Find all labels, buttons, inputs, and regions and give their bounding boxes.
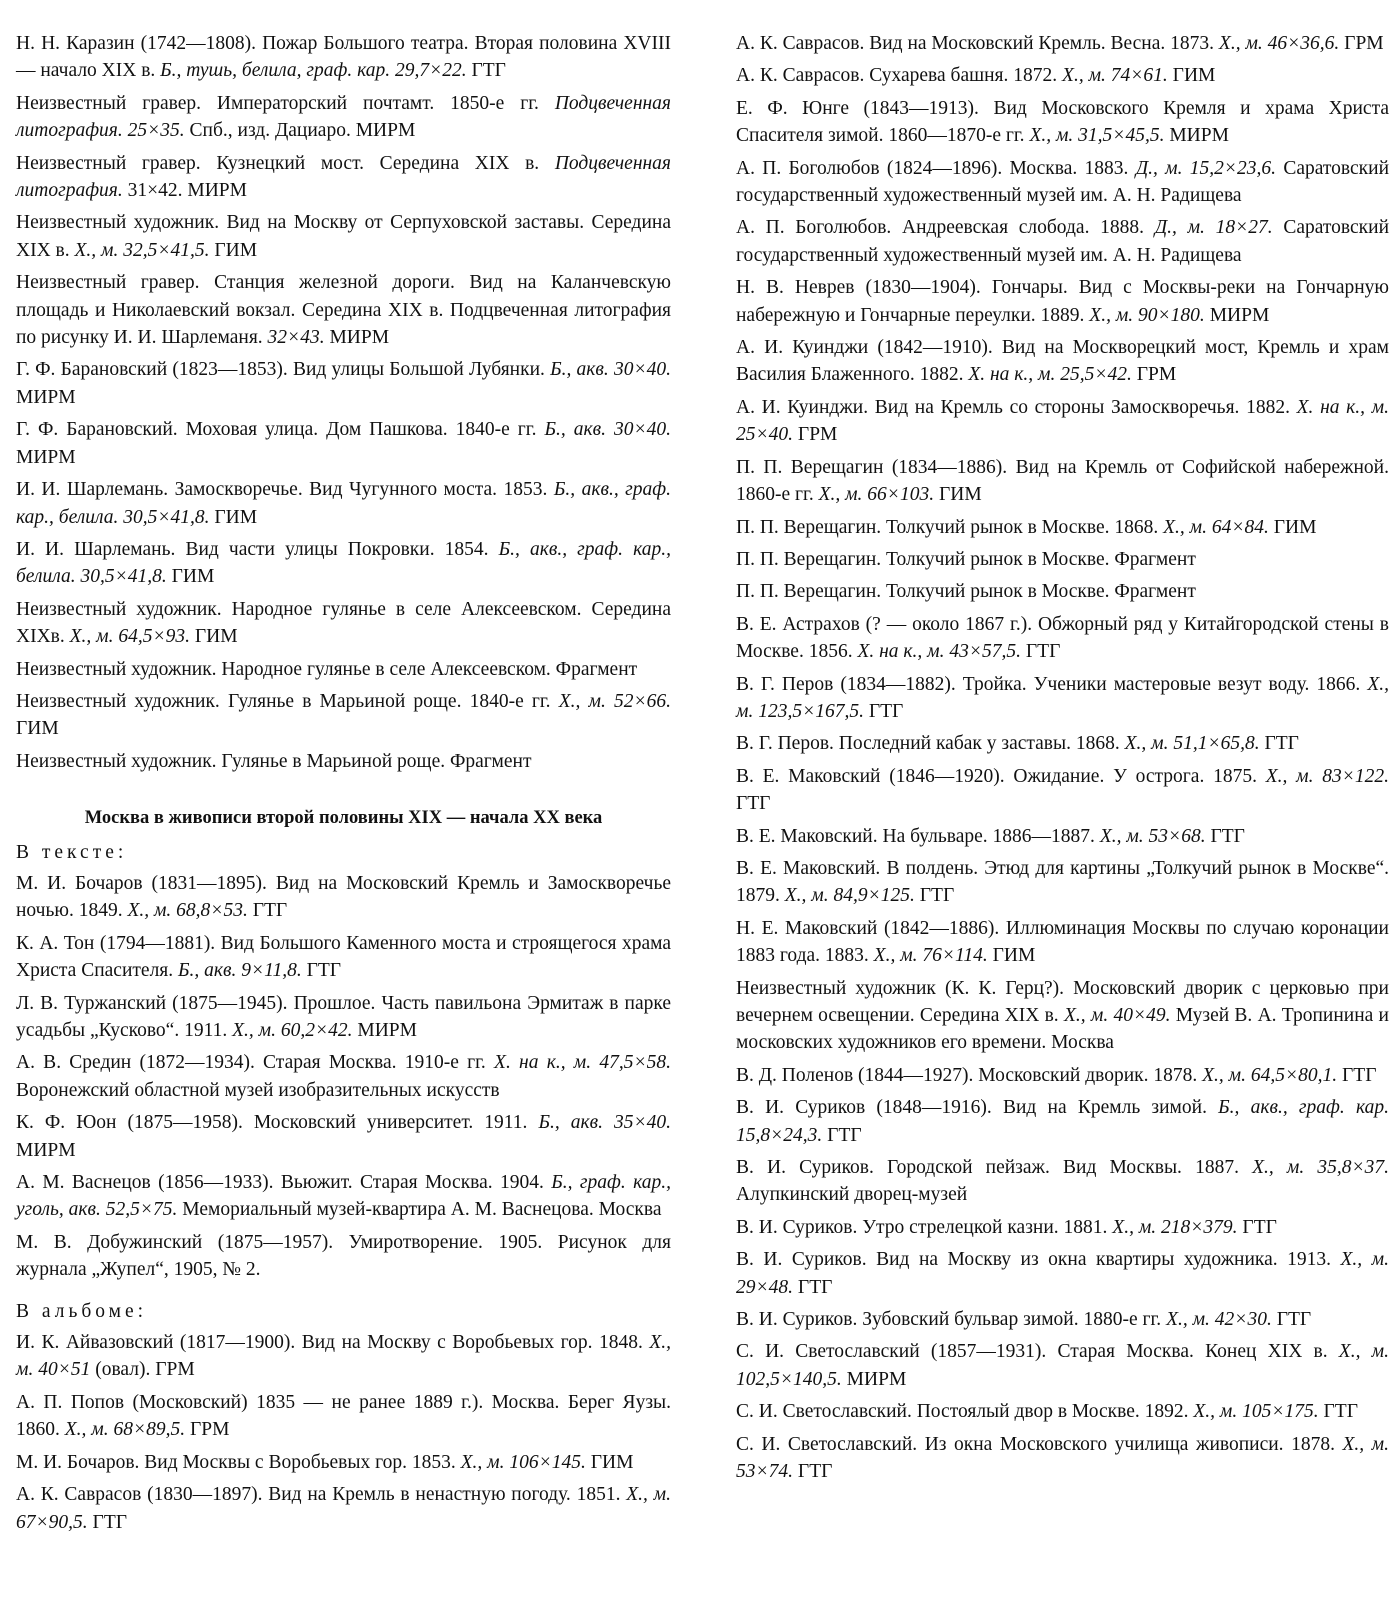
catalog-entry (736, 214, 1389, 269)
entry-text: А. П. Боголюбов (1824—1896). Москва. 1883. (736, 157, 1136, 179)
catalog-entry (736, 62, 1389, 89)
entry-location: 31×42. МИРМ (122, 180, 247, 202)
entry-medium-size: Х., м. 52×66. (558, 690, 672, 712)
entry-location: ГИМ (934, 484, 982, 506)
entry-text: Неизвестный художник. Народное гулянье в селе Алексеевском. Середина XIXв. (16, 598, 671, 648)
entry-text: К. А. Тон (1794—1881). Вид Большого Каменного моста и строящегося храма Христа Спасителя. (16, 932, 671, 982)
entry-text: Неизвестный художник. Народное гулянье в селе Алексеевском. Фрагмент (16, 658, 638, 680)
entry-location: Воронежский областной музей изобразительных искусств (16, 1079, 500, 1101)
entry-text: В. И. Суриков. Вид на Москву из окна квартиры художника. 1913. (736, 1249, 1341, 1271)
entry-text: В. И. Суриков. Зубовский бульвар зимой. 1880-е гг. (736, 1309, 1167, 1331)
entry-location: ГТГ (793, 1461, 833, 1483)
catalog-entry (736, 30, 1389, 57)
entries-before-heading (16, 30, 671, 775)
catalog-entry (736, 1338, 1389, 1393)
entry-medium-size: Х., м. 32,5×41,5. (74, 239, 210, 261)
entry-medium-size: Х., м. 60,2×42. (232, 1020, 353, 1041)
catalog-entry (16, 209, 671, 264)
entry-location: ГТГ (1271, 1309, 1312, 1331)
entry-medium-size: Б., акв. 30×40. (550, 359, 671, 381)
catalog-entry (736, 611, 1389, 666)
entry-medium-size: Подцвеченная литография. 25×35. (16, 92, 671, 142)
entry-text: Л. В. Туржанский (1875—1945). Прошлое. Часть павильона Эрмитаж в парке усадьбы „Кусково“. 1911. (16, 992, 671, 1041)
catalog-entry (16, 656, 671, 683)
catalog-entry (16, 1389, 671, 1444)
catalog-entry (16, 930, 671, 985)
entry-location: ГТГ (87, 1511, 128, 1533)
entry-location: ГТГ (863, 700, 904, 722)
catalog-entry (736, 1398, 1389, 1425)
entry-location: Алупкинский дворец-музей (736, 1184, 968, 1206)
entry-text: М. И. Бочаров (1831—1895). Вид на Московский Кремль и Замоскворечье ночью. 1849. (16, 872, 671, 922)
entry-location: ГТГ (1237, 1216, 1277, 1238)
entry-text: В. Г. Перов (1834—1882). Тройка. Ученики мастеровые везут воду. 1866. (736, 673, 1368, 695)
entry-medium-size: Б., тушь, белила, граф. кар. 29,7×22. (160, 60, 467, 82)
entry-location: ГИМ (16, 718, 59, 740)
entry-location: ГТГ (466, 60, 506, 82)
entry-medium-size: Б., акв. 35×40. (538, 1112, 671, 1134)
entry-location: ГИМ (585, 1451, 634, 1473)
entry-location: ГИМ (987, 945, 1036, 967)
entry-text: В. Е. Маковский (1846—1920). Ожидание. У острога. 1875. (736, 765, 1266, 787)
entry-text: Неизвестный художник. Гулянье в Марьиной роще. 1840-е гг. (16, 690, 559, 712)
entry-medium-size: Х., м. 218×379. (1112, 1216, 1238, 1238)
catalog-entry (16, 416, 671, 471)
entry-location: ГТГ (736, 793, 771, 815)
entry-text: А. К. Саврасов. Сухарева башня. 1872. (736, 65, 1063, 87)
entry-medium-size: Х., м. 123,5×167,5. (736, 673, 1389, 722)
catalog-entry (16, 30, 671, 85)
entry-location: Спб., изд. Дациаро. МИРМ (184, 120, 416, 142)
entry-medium-size: Х., м. 64,5×93. (69, 626, 191, 648)
entry-text: П. П. Верещагин. Толкучий рынок в Москве. Фрагмент (736, 548, 1196, 570)
entry-location: Саратовский государственный художественный музей им. А. Н. Радищева (736, 157, 1390, 207)
catalog-entry (736, 1246, 1389, 1301)
entry-location: ГРМ (1339, 33, 1384, 54)
entry-medium-size: Х., м. 42×30. (1166, 1309, 1272, 1331)
catalog-entry (736, 671, 1389, 726)
entry-text: В. Е. Маковский. На бульваре. 1886—1887. (736, 825, 1100, 847)
entry-medium-size: Х., м. 51,1×65,8. (1124, 733, 1260, 755)
entry-medium-size: Х., м. 68×89,5. (64, 1419, 186, 1441)
entry-medium-size: Х. на к., м. 25,5×42. (968, 364, 1132, 386)
catalog-entry (736, 546, 1389, 573)
entry-medium-size: Б., акв., граф. кар. 15,8×24,3. (736, 1097, 1389, 1146)
catalog-entry (736, 514, 1389, 541)
catalog-entry (736, 915, 1389, 970)
catalog-entry (736, 763, 1389, 818)
entry-text: С. И. Светославский (1857—1931). Старая Москва. Конец XIX в. (736, 1341, 1339, 1363)
catalog-entry (16, 1049, 671, 1104)
entry-medium-size: Х. на к., м. 47,5×58. (494, 1052, 671, 1074)
entry-location: МИРМ (324, 327, 390, 349)
entry-text: А. М. Васнецов (1856—1933). Вьюжит. Старая Москва. 1904. (16, 1172, 552, 1194)
entry-medium-size: Х., м. 90×180. (1089, 304, 1205, 326)
entry-text: Г. Ф. Барановский (1823—1853). Вид улицы Большой Лубянки. (16, 359, 551, 381)
entry-location: МИРМ (16, 386, 76, 408)
catalog-entry (736, 823, 1389, 850)
entry-medium-size: Х., м. 102,5×140,5. (736, 1341, 1389, 1390)
entry-text: Г. Ф. Барановский. Моховая улица. Дом Пашкова. 1840-е гг. (16, 419, 545, 441)
entry-medium-size: Х., м. 46×36,6. (1218, 33, 1340, 54)
entry-location: ГИМ (209, 239, 258, 261)
entry-medium-size: Х., м. 64,5×80,1. (1202, 1064, 1338, 1086)
catalog-entry (736, 1062, 1389, 1089)
catalog-entry (736, 1431, 1389, 1486)
entry-medium-size: Х. на к., м. 25×40. (736, 396, 1390, 446)
catalog-entry (736, 578, 1389, 605)
catalog-entry (736, 1154, 1389, 1209)
entry-medium-size: Б., акв., граф. кар., белила. 30,5×41,8. (16, 479, 671, 528)
entry-text: А. П. Боголюбов. Андреевская слобода. 1888. (736, 217, 1155, 239)
entry-medium-size: 32×43. (267, 327, 325, 349)
entry-medium-size: Х., м. 40×49. (1063, 1005, 1171, 1026)
entry-medium-size: Х., м. 40×51 (16, 1332, 671, 1381)
entry-text: Неизвестный художник (К. К. Герц?). Московский дворик с церковью при вечернем освещении. Середина XIX в. (736, 977, 1389, 1026)
entry-medium-size: Х., м. 67×90,5. (16, 1484, 672, 1533)
entry-medium-size: Б., акв. 9×11,8. (178, 960, 302, 982)
catalog-entry (16, 688, 671, 743)
catalog-entry (736, 454, 1389, 509)
catalog-entry (16, 990, 671, 1045)
entry-text: А. И. Куинджи. Вид на Кремль со стороны Замоскворечья. 1882. (736, 396, 1297, 418)
entry-medium-size: Х., м. 31,5×45,5. (1029, 125, 1165, 147)
in-text-label: В тексте: (16, 841, 128, 863)
entry-text: А. В. Средин (1872—1934). Старая Москва. 1910-е гг. (16, 1052, 495, 1074)
in-album-entries (16, 1329, 671, 1536)
entry-location: ГТГ (1337, 1064, 1377, 1086)
entry-text: А. И. Куинджи (1842—1910). Вид на Москворецкий мост, Кремль и храм Василия Блаженного. 1882. (736, 337, 1389, 386)
right-entries (736, 30, 1389, 1486)
entry-location: ГТГ (1205, 825, 1245, 847)
entry-location: ГИМ (1167, 65, 1216, 87)
entry-text: И. И. Шарлемань. Замоскворечье. Вид Чугунного моста. 1853. (16, 479, 554, 501)
entry-location: ГТГ (793, 1276, 833, 1298)
entry-location: МИРМ (1204, 304, 1270, 326)
catalog-entry (736, 1214, 1389, 1241)
catalog-entry (736, 1094, 1389, 1149)
catalog-entry (16, 1169, 671, 1224)
entry-medium-size: Х., м. 84,9×125. (784, 885, 915, 907)
entry-location: ГИМ (190, 626, 238, 648)
entry-text: П. П. Верещагин. Толкучий рынок в Москве. Фрагмент (736, 581, 1196, 603)
entry-medium-size: Д., м. 18×27. (1154, 217, 1273, 239)
entry-location: МИРМ (352, 1020, 417, 1041)
catalog-entry (16, 536, 671, 591)
catalog-entry (736, 334, 1389, 389)
catalog-entry (736, 1306, 1389, 1333)
catalog-entry (16, 1481, 671, 1536)
entry-location: ГТГ (247, 900, 288, 922)
entry-location: ГИМ (209, 506, 258, 528)
entry-text: В. И. Суриков (1848—1916). Вид на Кремль зимой. (736, 1097, 1219, 1119)
entry-text: К. Ф. Юон (1875—1958). Московский университет. 1911. (16, 1112, 539, 1134)
catalog-entry (736, 394, 1389, 449)
entry-text: Неизвестный гравер. Кузнецкий мост. Середина XIX в. (16, 152, 555, 174)
entry-medium-size: Х., м. 53×68. (1099, 825, 1206, 847)
catalog-entry (16, 1229, 671, 1284)
entry-location: ГТГ (1021, 641, 1061, 663)
entry-text: А. К. Саврасов. Вид на Московский Кремль. Весна. 1873. (736, 33, 1219, 54)
catalog-entry (16, 1449, 671, 1476)
in-album-label: В альбоме: (16, 1300, 148, 1322)
entry-medium-size: Х., м. 29×48. (736, 1249, 1389, 1298)
entry-location: ГТГ (1318, 1401, 1358, 1423)
entry-location: МИРМ (1164, 125, 1229, 147)
catalog-entry (736, 975, 1389, 1057)
entry-location: ГТГ (914, 885, 955, 907)
entry-location: ГРМ (185, 1419, 230, 1441)
entry-location: Мемориальный музей-квартира А. М. Васнецова. Москва (177, 1199, 662, 1221)
entry-location: МИРМ (16, 446, 76, 468)
entry-medium-size: Х., м. 68,8×53. (127, 900, 248, 922)
catalog-entry (16, 90, 671, 145)
entry-location: ГТГ (1259, 733, 1299, 755)
entry-location: ГТГ (822, 1124, 862, 1146)
entry-location: МИРМ (841, 1368, 907, 1390)
entry-text: Н. Е. Маковский (1842—1886). Иллюминация Москвы по случаю коронации 1883 года. 1883. (736, 917, 1389, 967)
entry-location: ГРМ (1131, 364, 1177, 386)
catalog-entry (16, 476, 671, 531)
catalog-entry (16, 1109, 671, 1164)
entry-text: В. Г. Перов. Последний кабак у заставы. 1868. (736, 733, 1125, 755)
entry-medium-size: Х., м. 105×175. (1193, 1401, 1319, 1423)
entry-medium-size: Б., акв., граф. кар., белила. 30,5×41,8. (16, 538, 671, 588)
catalog-entry (16, 150, 671, 205)
in-text-entries (16, 870, 671, 1284)
entry-text: В. Е. Маковский. В полдень. Этюд для картины „Толкучий рынок в Москве“. 1879. (736, 857, 1389, 907)
entry-text: В. Е. Астрахов (? — около 1867 г.). Обжорный ряд у Китайгородской стены в Москве. 1856. (736, 613, 1389, 663)
entry-medium-size: Х., м. 66×103. (818, 484, 935, 506)
entry-medium-size: Б., граф. кар., уголь, акв. 52,5×75. (16, 1172, 671, 1221)
catalog-entry (16, 356, 671, 411)
entry-text: А. П. Попов (Московский) 1835 — не ранее 1889 г.). Москва. Берег Яузы. 1860. (16, 1391, 671, 1441)
catalog-entry (16, 748, 671, 775)
catalog-entry (736, 155, 1389, 210)
entry-medium-size: Х. на к., м. 43×57,5. (857, 641, 1022, 663)
right-column (736, 30, 1389, 1491)
entry-medium-size: Д., м. 15,2×23,6. (1135, 157, 1277, 179)
catalog-entry (736, 274, 1389, 329)
entry-medium-size: Х., м. 76×114. (873, 945, 988, 967)
entry-medium-size: Х., м. 64×84. (1163, 516, 1269, 538)
entry-text: В. И. Суриков. Городской пейзаж. Вид Москвы. 1887. (736, 1157, 1253, 1179)
entry-medium-size: Подцвеченная литография. (16, 152, 671, 202)
section-heading: Москва в живописи второй половины XIX — начала XX века (84, 808, 603, 829)
entry-medium-size: Х., м. 53×74. (736, 1433, 1389, 1483)
catalog-entry (736, 730, 1389, 757)
catalog-entry (16, 870, 671, 925)
left-column (16, 30, 671, 1541)
entry-medium-size: Х., м. 74×61. (1062, 65, 1168, 87)
entry-location: МИРМ (16, 1139, 76, 1161)
entry-text: Н. Н. Каразин (1742—1808). Пожар Большого театра. Вторая половина XVIII — начало XIX в. (16, 33, 671, 82)
entry-text: Е. Ф. Юнге (1843—1913). Вид Московского Кремля и храма Христа Спасителя зимой. 1860—1870-е гг. (736, 97, 1389, 147)
entry-medium-size: Х., м. 83×122. (1265, 765, 1389, 787)
entry-text: Неизвестный гравер. Станция железной дороги. Вид на Каланчевскую площадь и Николаевский вокзал. Середина XIX в. Подцвеченная литография по рисунку И. И. Шарлеманя. (16, 272, 671, 349)
entry-text: И. И. Шарлемань. Вид части улицы Покровки. 1854. (16, 538, 499, 560)
entry-location: (овал). ГРМ (90, 1359, 195, 1381)
catalog-entry (16, 269, 671, 351)
catalog-entry (16, 1329, 671, 1384)
catalog-entry (16, 596, 671, 651)
entry-location: ГРМ (793, 424, 838, 446)
entry-text: В. Д. Поленов (1844—1927). Московский дворик. 1878. (736, 1064, 1203, 1086)
entry-text: Неизвестный художник. Гулянье в Марьиной роще. Фрагмент (16, 750, 532, 772)
entry-location: ГИМ (1268, 516, 1317, 538)
entry-medium-size: Б., акв. 30×40. (544, 419, 672, 441)
catalog-entry (736, 95, 1389, 150)
entry-medium-size: Х., м. 35,8×37. (1252, 1157, 1389, 1179)
entry-location: ГТГ (301, 960, 342, 982)
entry-text: П. П. Верещагин. Толкучий рынок в Москве. 1868. (736, 516, 1164, 538)
catalog-entry (736, 855, 1389, 910)
entry-text: Н. В. Неврев (1830—1904). Гончары. Вид с Москвы-реки на Гончарную набережную и Гончарные переулки. 1889. (736, 277, 1389, 326)
entry-text: М. В. Добужинский (1875—1957). Умиротворение. 1905. Рисунок для журнала „Жупел“, 1905, № 2. (16, 1231, 671, 1281)
entry-text: С. И. Светославский. Постоялый двор в Москве. 1892. (736, 1401, 1194, 1423)
entry-text: И. К. Айвазовский (1817—1900). Вид на Москву с Воробьевых гор. 1848. (16, 1332, 650, 1354)
entry-text: М. И. Бочаров. Вид Москвы с Воробьевых гор. 1853. (16, 1451, 461, 1473)
entry-location: Саратовский государственный художественный музей им. А. Н. Радищева (736, 217, 1390, 266)
entry-text: Неизвестный гравер. Императорский почтамт. 1850-е гг. (16, 92, 555, 114)
entry-location: Музей В. А. Тропинина и московских художников его времени. Москва (736, 1005, 1389, 1054)
entry-text: В. И. Суриков. Утро стрелецкой казни. 1881. (736, 1216, 1113, 1238)
entry-medium-size: Х., м. 106×145. (460, 1451, 586, 1473)
entry-text: П. П. Верещагин (1834—1886). Вид на Кремль от Софийской набережной. 1860-е гг. (736, 456, 1389, 506)
entry-location: ГИМ (166, 566, 215, 588)
entry-text: С. И. Светославский. Из окна Московского училища живописи. 1878. (736, 1433, 1343, 1455)
entry-text: А. К. Саврасов (1830—1897). Вид на Кремль в ненастную погоду. 1851. (16, 1484, 627, 1506)
entry-text: Неизвестный художник. Вид на Москву от Серпуховской заставы. Середина XIX в. (16, 212, 671, 261)
